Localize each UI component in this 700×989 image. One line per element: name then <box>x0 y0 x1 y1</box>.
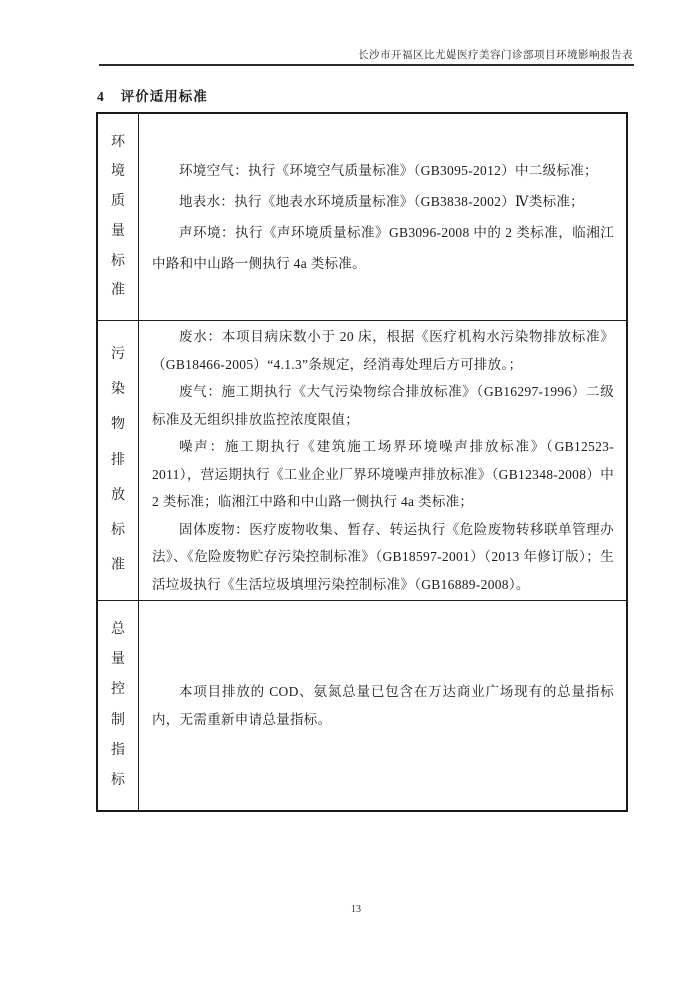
label-char: 染 <box>111 382 125 398</box>
row-header-total-amount-control-indicators <box>98 601 139 810</box>
header-rule <box>99 64 634 66</box>
label-char: 总 <box>111 622 125 638</box>
label-char: 标 <box>111 772 125 788</box>
section-title: 评价适用标准 <box>120 89 208 104</box>
row-content-total-amount-control-indicators <box>139 601 626 810</box>
label-char: 准 <box>111 557 125 573</box>
paragraph-wastewater: 废水：本项目病床数小于 20 床，根据《医疗机构水污染物排放标准》（GB18466-2005）“4.1.3”条规定，经消毒处理后方可排放。； <box>152 329 614 372</box>
running-header-title: 长沙市开福区比尤媞医疗美容门诊部项目环境影响报告表 <box>358 50 633 61</box>
label-char: 标 <box>111 522 125 538</box>
paragraph-acoustic-environment: 声环境：执行《声环境质量标准》GB3096-2008 中的 2 类标准，临湘江中路和中山路一侧执行 4a 类标准。 <box>152 225 614 271</box>
label-char: 污 <box>111 347 125 363</box>
page-number: 13 <box>351 904 361 915</box>
row-content-environment-quality-standards <box>139 114 626 320</box>
label-char: 放 <box>111 487 125 503</box>
label-char: 物 <box>111 417 125 433</box>
paragraph-surface-water: 地表水：执行《地表水环境质量标准》（GB3838-2002）Ⅳ类标准； <box>179 194 584 209</box>
section-number: 4 <box>97 89 104 104</box>
paragraph-ambient-air: 环境空气：执行《环境空气质量标准》（GB3095-2012）中二级标准； <box>179 163 598 178</box>
label-char: 排 <box>111 452 125 468</box>
row-header-environment-quality-standards <box>98 114 139 320</box>
paragraph-solid-waste: 固体废物：医疗废物收集、暂存、转运执行《危险废物转移联单管理办法》、《危险废物贮存污染控制标准》（GB18597-2001）（2013 年修订版）；生活垃圾执行《生活垃圾填埋污染控制标准》（GB16889-2008）。 <box>152 521 614 592</box>
row-header-pollutant-discharge-standards <box>98 321 139 600</box>
label-char: 控 <box>111 682 125 698</box>
label-char: 质 <box>111 194 125 210</box>
label-char: 量 <box>111 652 125 668</box>
standards-table <box>96 112 628 812</box>
label-char: 环 <box>111 134 125 150</box>
table-row-pollutant-discharge-standards <box>98 320 626 600</box>
paragraph-noise: 噪声：施工期执行《建筑施工场界环境噪声排放标准》（GB12523-2011），营运期执行《工业企业厂界环境噪声排放标准》（GB12348-2008）中 2 类标准；临湘江中路和中山路一侧执行 4a 类标准； <box>152 439 614 509</box>
page-footer <box>0 904 700 915</box>
table-row-environment-quality-standards <box>98 114 626 320</box>
label-char: 指 <box>111 742 125 758</box>
section-heading <box>97 85 208 105</box>
paragraph-total-amount: 本项目排放的 COD、氨氮总量已包含在万达商业广场现有的总量指标内，无需重新申请总量指标。 <box>152 683 614 727</box>
label-char: 境 <box>111 164 125 180</box>
table-row-total-amount-control-indicators <box>98 600 626 810</box>
row-content-pollutant-discharge-standards <box>139 321 626 600</box>
label-char: 准 <box>111 283 125 299</box>
paragraph-waste-gas: 废气：施工期执行《大气污染物综合排放标准》（GB16297-1996）二级标准及无组织排放监控浓度限值； <box>152 384 614 427</box>
label-char: 制 <box>111 712 125 728</box>
label-char: 量 <box>111 223 125 239</box>
label-char: 标 <box>111 253 125 269</box>
